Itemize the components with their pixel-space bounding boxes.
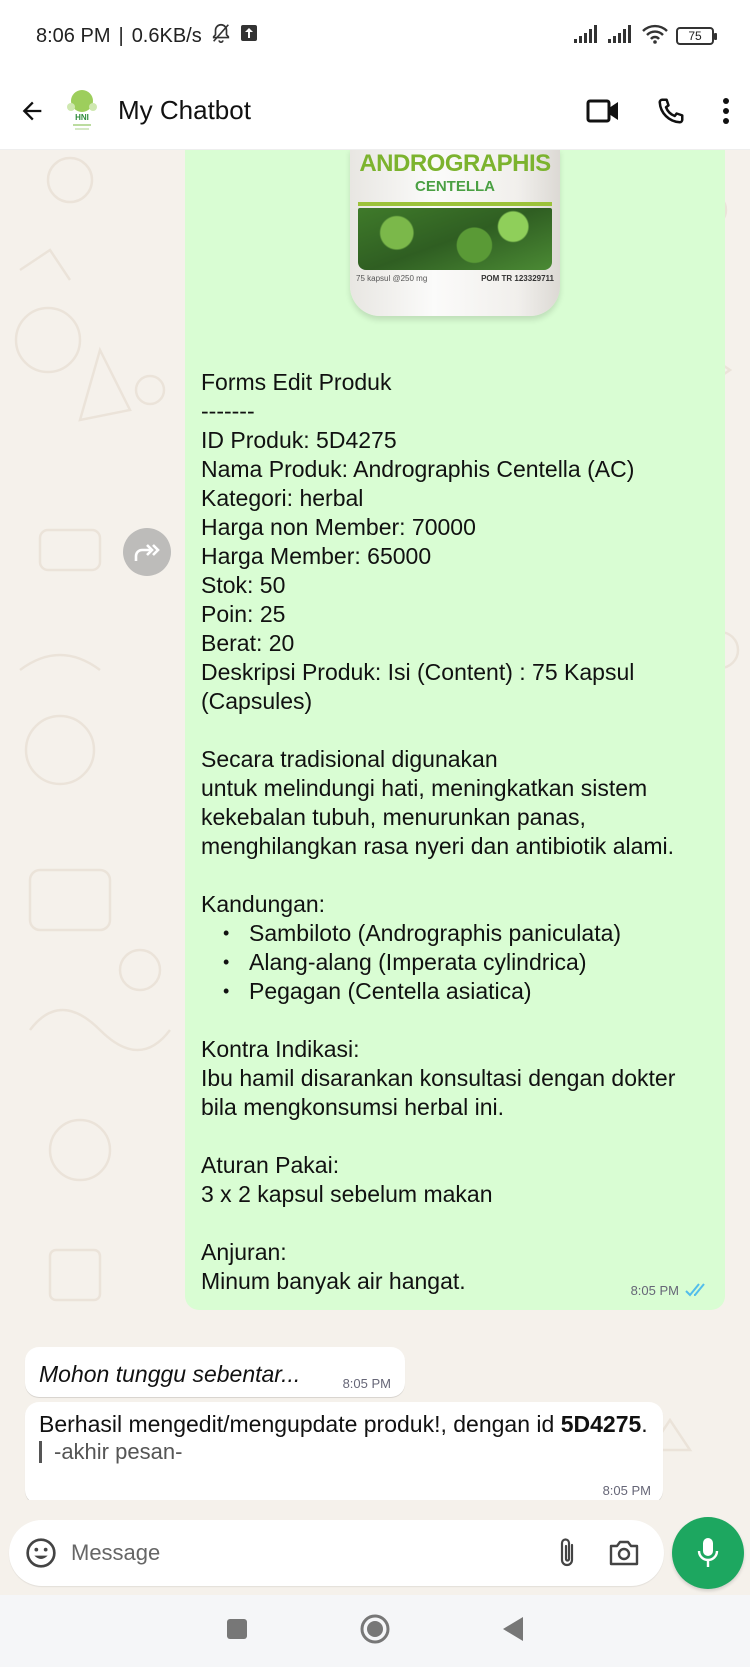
paperclip-icon (556, 1537, 578, 1569)
product-bottle (350, 150, 560, 316)
chat-area[interactable] (0, 150, 750, 1500)
voice-call-button[interactable] (656, 96, 686, 126)
camera-icon (608, 1539, 640, 1567)
form-divider: ------- (201, 398, 255, 424)
outgoing-message-bubble[interactable] (185, 150, 725, 1310)
home-circle-icon (359, 1613, 391, 1645)
status-time: 8:06 PM (36, 24, 111, 47)
emoji-icon (25, 1537, 57, 1569)
phone-icon (656, 96, 686, 126)
forward-icon (133, 541, 161, 563)
wifi-icon (642, 24, 668, 49)
video-camera-icon (586, 98, 620, 124)
back-button[interactable] (12, 91, 52, 131)
advice-text: Minum banyak air hangat. (201, 1268, 466, 1294)
quote-bar (39, 1441, 42, 1463)
incoming-message-bubble[interactable] (25, 1347, 405, 1397)
quote-text: -akhir pesan- (54, 1439, 183, 1464)
more-vertical-icon (722, 97, 730, 125)
composer-actions (556, 1537, 648, 1569)
product-id-bold: 5D4275 (560, 1411, 642, 1437)
system-nav-bar (0, 1595, 750, 1667)
field-price-nonmember: Harga non Member: 70000 (201, 514, 476, 540)
usage-line-2: untuk melindungi hati, meningkatkan sistem kekebalan tubuh, menurunkan panas, menghilangkan rasa nyeri dan antibiotik alami. (201, 775, 675, 859)
bottle-caption-right: POM TR 123329711 (481, 274, 554, 283)
product-image[interactable] (350, 150, 560, 318)
status-separator: | (118, 24, 124, 47)
double-check-read-icon (685, 1282, 709, 1298)
header-actions (586, 96, 738, 126)
forward-button[interactable] (123, 528, 171, 576)
svg-text:HNI: HNI (75, 112, 89, 122)
more-options-button[interactable] (722, 97, 730, 125)
incoming-message-text (39, 1410, 649, 1439)
field-points: Poin: 25 (201, 601, 286, 627)
field-description: Deskripsi Produk: Isi (Content) : 75 Kapsul (Capsules) (201, 659, 635, 714)
network-speed: 0.6KB/s (131, 24, 202, 47)
message-body (201, 368, 709, 1296)
home-button[interactable] (359, 1613, 391, 1650)
field-price-member: Harga Member: 65000 (201, 543, 432, 569)
ingredient-item: • Pegagan (Centella asiatica) (223, 977, 709, 1006)
upload-notification-icon (240, 24, 258, 48)
mute-bell-icon (210, 22, 232, 50)
field-weight: Berat: 20 (201, 630, 295, 656)
advice-label: Anjuran: (201, 1239, 287, 1265)
chat-title[interactable]: My Chatbot (118, 95, 251, 125)
rules-label: Aturan Pakai: (201, 1152, 340, 1178)
bottle-stripe (358, 202, 552, 206)
bottle-leaves-image (358, 208, 552, 270)
message-time: 8:05 PM (630, 1282, 679, 1298)
attach-button[interactable] (556, 1537, 578, 1569)
battery-icon: 75 (676, 27, 714, 45)
message-text-part: . (641, 1411, 648, 1437)
arrow-left-icon (18, 97, 46, 125)
bottle-title: ANDROGRAPHIS (359, 150, 551, 177)
triangle-back-icon (501, 1616, 525, 1642)
form-title: Forms Edit Produk (201, 369, 392, 395)
field-stock: Stok: 50 (201, 572, 286, 598)
bottle-subtitle: CENTELLA (415, 178, 495, 195)
contra-text: Ibu hamil disarankan konsultasi dengan dokter bila mengkonsumsi herbal ini. (201, 1065, 676, 1120)
camera-button[interactable] (608, 1539, 640, 1567)
signal-icon-2 (608, 25, 634, 48)
contra-label: Kontra Indikasi: (201, 1036, 360, 1062)
message-input[interactable] (71, 1540, 556, 1566)
emoji-button[interactable] (25, 1537, 57, 1569)
square-icon (225, 1617, 249, 1641)
message-time: 8:05 PM (342, 1376, 391, 1391)
status-right (574, 24, 714, 49)
field-id: ID Produk: 5D4275 (201, 427, 397, 453)
ingredients-list (201, 919, 709, 1006)
status-left (36, 22, 258, 50)
avatar[interactable] (60, 86, 104, 136)
chat-header (0, 72, 750, 150)
recents-button[interactable] (225, 1617, 249, 1646)
rules-text: 3 x 2 kapsul sebelum makan (201, 1181, 493, 1207)
status-bar (0, 0, 750, 72)
field-name: Nama Produk: Andrographis Centella (AC) (201, 456, 635, 482)
ingredients-label: Kandungan: (201, 891, 326, 917)
voice-record-button[interactable] (672, 1517, 744, 1589)
back-nav-button[interactable] (501, 1616, 525, 1647)
message-composer (9, 1520, 664, 1586)
signal-icon-1 (574, 25, 600, 48)
ingredient-item: • Alang-alang (Imperata cylindrica) (223, 948, 709, 977)
message-time: 8:05 PM (602, 1483, 651, 1498)
incoming-message-text: Mohon tunggu sebentar... (39, 1361, 301, 1387)
microphone-icon (696, 1536, 720, 1570)
usage-line-1: Secara tradisional digunakan (201, 746, 498, 772)
field-category: Kategori: herbal (201, 485, 364, 511)
hni-logo-icon (62, 87, 102, 135)
video-call-button[interactable] (586, 98, 620, 124)
ingredient-item: • Sambiloto (Andrographis paniculata) (223, 919, 709, 948)
incoming-message-bubble[interactable] (25, 1402, 663, 1500)
bottle-caption-left: 75 kapsul @250 mg (356, 274, 428, 283)
message-text-part: Berhasil mengedit/mengupdate produk!, dengan id (39, 1411, 561, 1437)
quote-line (39, 1439, 649, 1465)
